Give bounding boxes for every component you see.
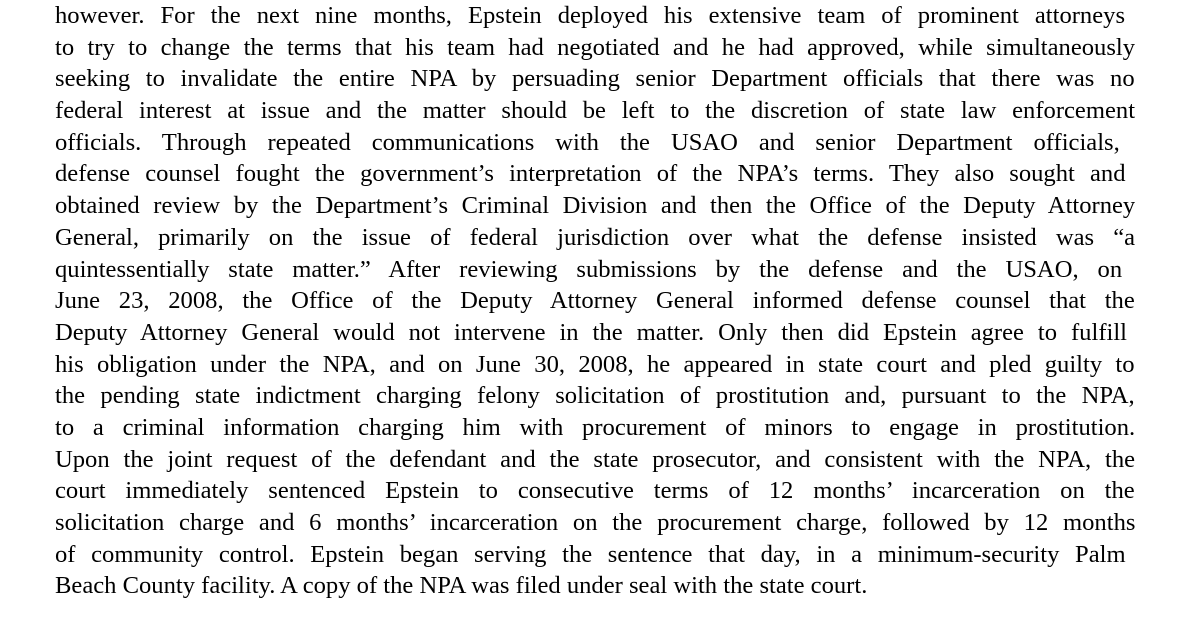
text-line: officials. Through repeated communications with the USAO and senior Department officials, bbox=[55, 128, 1120, 156]
text-line: however. For the next nine months, Epstein deployed his extensive team of prominent attorneys bbox=[55, 2, 1126, 29]
text-line: the pending state indictment charging felony solicitation of prostitution and, pursuant to the NPA, bbox=[55, 382, 1135, 410]
text-line: June 23, 2008, the Office of the Deputy Attorney General informed defense counsel that the bbox=[55, 287, 1135, 315]
text-line: quintessentially state matter.” After reviewing submissions by the defense and the USAO, on bbox=[55, 255, 1123, 283]
text-line: obtained review by the Department’s Criminal Division and then the Office of the Deputy Attorney bbox=[55, 192, 1135, 220]
document-page bbox=[55, 0, 1135, 602]
text-line: defense counsel fought the government’s interpretation of the NPA’s terms. They also sought and bbox=[55, 160, 1126, 188]
text-line: his obligation under the NPA, and on June 30, 2008, he appeared in state court and pled guilty to bbox=[55, 350, 1135, 378]
text-line: court immediately sentenced Epstein to consecutive terms of 12 months’ incarceration on the bbox=[55, 477, 1135, 505]
text-line: to try to change the terms that his team had negotiated and he had approved, while simultaneously bbox=[55, 33, 1135, 61]
body-paragraph bbox=[55, 0, 1135, 602]
text-line: Deputy Attorney General would not intervene in the matter. Only then did Epstein agree to fulfill bbox=[55, 318, 1128, 346]
text-line: Upon the joint request of the defendant and the state prosecutor, and consistent with the NPA, the bbox=[55, 445, 1135, 473]
text-line: federal interest at issue and the matter should be left to the discretion of state law enforcement bbox=[55, 97, 1135, 125]
text-line-last: Beach County facility. A copy of the NPA was filed under seal with the state court. bbox=[55, 572, 868, 600]
text-line: to a criminal information charging him with procurement of minors to engage in prostitution. bbox=[55, 413, 1135, 441]
text-line: solicitation charge and 6 months’ incarceration on the procurement charge, followed by 12 months bbox=[55, 509, 1135, 536]
text-line: seeking to invalidate the entire NPA by persuading senior Department officials that there was no bbox=[55, 65, 1135, 93]
text-line: General, primarily on the issue of federal jurisdiction over what the defense insisted was “a bbox=[55, 223, 1135, 251]
text-line: of community control. Epstein began serving the sentence that day, in a minimum-security Palm bbox=[55, 540, 1126, 568]
